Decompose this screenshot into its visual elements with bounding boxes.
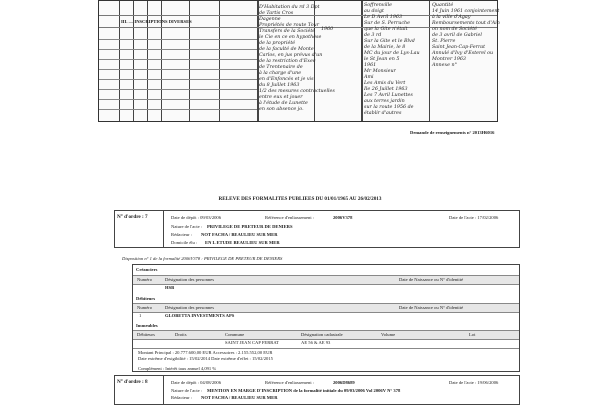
designation-header: Désignation des personnes: [165, 277, 214, 282]
formality-2-act-date: Date de l'acte : 19/06/2006: [449, 380, 499, 385]
handwritten-line: Sur de S. Perruche: [364, 21, 410, 26]
grid-row-line: [99, 49, 257, 50]
formality-1-redacteur-label: Rédacteur :: [171, 232, 193, 237]
formality-1-order: N° d'ordre : 7: [117, 214, 148, 220]
handwritten-line: Montrer 1963: [432, 57, 466, 62]
grid-row-line: [99, 99, 257, 100]
handwritten-line: de la Mairie, le 8: [364, 45, 406, 50]
handwritten-line: du 8 Juillet 1963: [259, 83, 300, 88]
disposition-title: Disposition n° 1 de la formalité 2006V378 : PRIVILEGE DE PRETEUR DE DENIERS: [122, 256, 283, 261]
handwritten-column-2: [364, 3, 420, 117]
handwritten-line: à la charge d'une: [259, 71, 302, 76]
formality-1-divider: [163, 211, 164, 247]
handwritten-line: entre eux et jouer: [259, 95, 303, 100]
handwritten-line: de Tartis Cros: [259, 11, 294, 16]
handwritten-line: Dagenne: [259, 17, 281, 22]
handwritten-line: Carlos, en jus prévus d'un: [259, 53, 323, 58]
handwritten-line: de la faculté de Monte: [259, 47, 314, 52]
formality-2-nature-value: MENTION EN MARGE D'INSCRIPTION de la formalité initiale du 09/03/2006 Vol 2006V N° 378: [207, 388, 401, 393]
commune-value: SAINT JEAN CAP FERRAT: [225, 340, 279, 345]
formality-1-deposit: Date de dépôt : 09/03/2006: [171, 215, 222, 220]
naissance-header: Date de Naissance ou N° d'identité: [399, 305, 464, 310]
debiteur-name: GLOBETTA INVESTMENTS APS: [165, 313, 235, 318]
handwritten-line: Propriétés de route Tour: [259, 23, 319, 28]
immeubles-label: Immeubles: [136, 323, 158, 328]
creanciers-header-row: [133, 275, 519, 285]
formality-2-box: [114, 375, 520, 405]
handwritten-line: de Trentenaire de: [259, 65, 303, 70]
immeubles-header-cadastre: Désignation cadastrale: [301, 332, 343, 337]
grid-row-line: [99, 39, 257, 40]
handwritten-line: Remboursements tout d'Ain: [432, 21, 500, 26]
handwritten-column-1: [259, 5, 335, 113]
handwritten-line: Annexe n°: [432, 63, 458, 68]
handwritten-line: établir d'autres: [364, 111, 402, 116]
debiteurs-header-row: [133, 303, 519, 313]
immeubles-header-droits: Droits: [175, 332, 187, 337]
formality-1-domicile-value: EN L ETUDE BEAULIEU SUR MER: [205, 240, 280, 245]
immeubles-header-volume: Volume: [381, 332, 396, 337]
formality-1-box: [114, 210, 520, 248]
handwritten-line: Annulé d'Ivy d'Esterel ou: [432, 51, 494, 56]
montant-line: Montant Principal : 20.777.600,00 EUR Accessoires : 2.155.552,00 EUR: [138, 350, 273, 355]
immeubles-header-lot: Lot: [469, 332, 476, 337]
grid-row-line: [99, 59, 257, 60]
handwritten-line: de la propriété: [259, 41, 296, 46]
register-column-divider: [361, 1, 363, 121]
handwritten-line: Mr Monsieur: [364, 69, 396, 74]
handwritten-line: on nom de Société: [432, 27, 477, 32]
formality-1-ref-value: 2006V378: [333, 215, 353, 220]
releve-title: RELEVE DES FORMALITES PUBLIEES DU 01/01/1965 AU 26/02/2013: [218, 196, 382, 202]
register-column-divider: [429, 1, 430, 121]
formality-2-redacteur-label: Rédacteur :: [171, 395, 193, 400]
handwritten-line: de 3 rd: [364, 33, 382, 38]
immeubles-header-debiteurs: Débiteurs: [137, 332, 155, 337]
handwritten-column-3: [432, 3, 500, 69]
grid-row-line: [99, 79, 257, 80]
formality-1-act-date: Date de l'acte : 17/02/2006: [449, 215, 499, 220]
handwritten-line: Quantité: [432, 3, 454, 8]
designation-header: Désignation des personnes: [165, 305, 214, 310]
immeubles-bottom-line: [133, 348, 519, 349]
register-grid-rows: [99, 29, 257, 123]
debiteur-number: 1: [139, 313, 142, 318]
grid-row-line: [99, 89, 257, 90]
handwritten-line: que la Gite n'était: [364, 27, 408, 32]
formality-1-nature-label: Nature de l'acte :: [171, 224, 203, 229]
formality-2-deposit: Date de dépôt : 04/08/2006: [171, 380, 222, 385]
handwritten-line: MC du jour de Lys-Lau: [364, 51, 420, 56]
handwritten-line: D'Habitation du rd 3 Dpt: [259, 5, 320, 10]
handwritten-line: à la ville d'Agay: [432, 15, 471, 20]
numero-header: Numéro: [137, 277, 153, 282]
numero-header: Numéro: [137, 305, 153, 310]
formality-2-ref-label: Référence d'enliassement :: [265, 380, 315, 385]
naissance-header: Date de Naissance ou N° d'identité: [399, 277, 464, 282]
handwritten-line: de la restriction d'Exec: [259, 59, 316, 64]
handwritten-line: Les 7 Avril Lunettes: [364, 93, 413, 98]
grid-row-line: [99, 109, 257, 110]
register-header-label: III. — INSCRIPTIONS DIVERSES: [121, 19, 192, 24]
formality-1-ref-label: Référence d'enliassement :: [265, 215, 315, 220]
request-reference: Demande de renseignements n° 2013H6016: [410, 130, 495, 135]
handwritten-line: Le D Avril 1963: [364, 15, 402, 20]
handwritten-line: Ile 26 Juillet 1963: [364, 87, 408, 92]
immeubles-header-row: [133, 330, 519, 340]
formality-1-redacteur-value: NOT FACHA / BEAULIEU SUR MER: [201, 232, 278, 237]
creancier-name: HSB: [165, 285, 175, 290]
formality-2-ref-value: 2006D8689: [333, 380, 355, 385]
handwritten-line: Soffrenville: [364, 3, 392, 8]
handwritten-line: en son absence jo.: [259, 107, 304, 112]
handwritten-line: Transfers de la Société: [259, 29, 316, 34]
handwritten-line: 14 Juin 1961 conjointement: [432, 9, 500, 14]
handwritten-line: sur la route 1956 de: [364, 105, 414, 110]
handwritten-line: le Cie en ce en hypothèse: [259, 35, 322, 40]
handwritten-line: le St Jean en 5: [364, 57, 400, 62]
immeubles-header-commune: Commune: [225, 332, 245, 337]
grid-row-line: [99, 69, 257, 70]
extinction-line: Date extrême d'exigibilité : 15/02/2014 Date extrême d'effet : 15/02/2015: [138, 356, 273, 361]
handwritten-line: au doigt: [364, 9, 384, 14]
handwritten-line: à l'étude de Lunette: [259, 101, 308, 106]
handwritten-line: Sur la Gite et le Blvd: [364, 39, 415, 44]
handwritten-line: Les Amis du Vert: [364, 81, 406, 86]
handwritten-line: aux terres jardin: [364, 99, 405, 104]
creanciers-label: Créanciers: [136, 267, 158, 272]
handwritten-line: 1/2 des mesures contractuelles: [259, 89, 335, 94]
handwritten-line: Saint Jean-Cap-Ferrat: [432, 45, 486, 50]
handwritten-year: 1960: [321, 27, 334, 32]
handwritten-line: St. Pierre: [432, 39, 456, 44]
debiteurs-label: Débiteurs: [136, 296, 156, 301]
formality-2-redacteur-value: NOT FACHA / BEAULIEU SUR MER: [201, 395, 278, 400]
scanned-register-table: [98, 0, 498, 122]
handwritten-line: Ami: [364, 75, 374, 80]
handwritten-line: en d'Enfoncés et je vis: [259, 77, 314, 82]
cadastre-value: AE 56 & AE 93: [301, 340, 331, 345]
formality-2-order: N° d'ordre : 8: [117, 379, 148, 385]
complement-line: Complément : Intérêt taux annuel 4,091 %: [138, 366, 217, 371]
formality-2-nature-label: Nature de l'acte :: [171, 388, 203, 393]
formality-1-domicile-label: Domicile élu :: [171, 240, 198, 245]
formality-1-nature-value: PRIVILEGE DE PRETEUR DE DENIERS: [207, 224, 293, 229]
handwritten-line: de 3 avril de Gabriel: [432, 33, 482, 38]
handwritten-line: 1961: [364, 63, 377, 68]
